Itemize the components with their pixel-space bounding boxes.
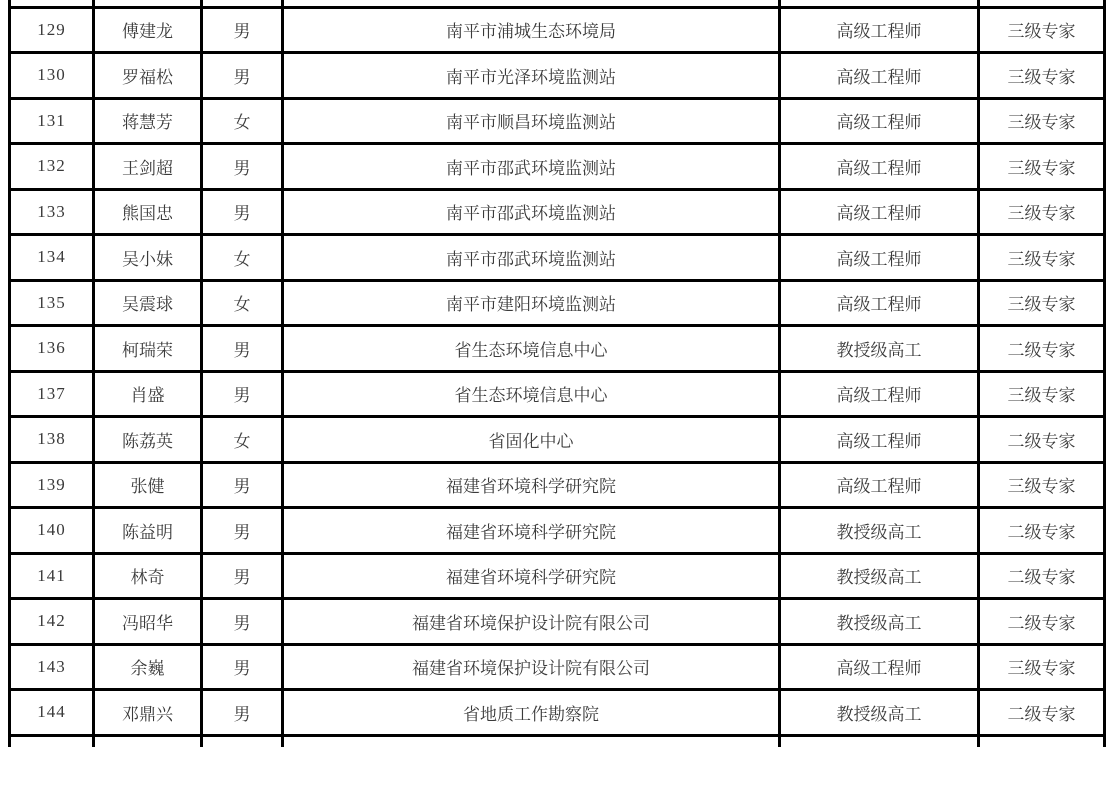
table-row bbox=[10, 553, 1105, 599]
cell-organization: 南平市邵武环境监测站 bbox=[283, 144, 780, 190]
cell-name: 张健 bbox=[94, 462, 202, 508]
cell-gender: 女 bbox=[202, 98, 283, 144]
table-row bbox=[10, 599, 1105, 645]
cell-name: 陈益明 bbox=[94, 508, 202, 554]
table-row bbox=[10, 144, 1105, 190]
table-row bbox=[10, 508, 1105, 554]
table-row bbox=[10, 644, 1105, 690]
cell-title: 教授级高工 bbox=[780, 326, 979, 372]
table-row bbox=[10, 53, 1105, 99]
cell-organization: 南平市建阳环境监测站 bbox=[283, 280, 780, 326]
cell-name: 柯瑞荣 bbox=[94, 326, 202, 372]
experts-table bbox=[8, 0, 1106, 747]
cell-expert-level: 三级专家 bbox=[979, 98, 1105, 144]
cell-title: 高级工程师 bbox=[780, 462, 979, 508]
cell-title: 高级工程师 bbox=[780, 7, 979, 53]
cell-organization: 南平市顺昌环境监测站 bbox=[283, 98, 780, 144]
cell-gender: 男 bbox=[202, 53, 283, 99]
cell-organization: 福建省环境保护设计院有限公司 bbox=[283, 599, 780, 645]
cell-title: 教授级高工 bbox=[780, 599, 979, 645]
cell-number bbox=[10, 735, 94, 747]
cell-name: 熊国忠 bbox=[94, 189, 202, 235]
table-row bbox=[10, 189, 1105, 235]
cell-name: 王剑超 bbox=[94, 144, 202, 190]
cell-title: 高级工程师 bbox=[780, 98, 979, 144]
cell-expert-level: 二级专家 bbox=[979, 417, 1105, 463]
cell-gender: 男 bbox=[202, 144, 283, 190]
cell-gender: 女 bbox=[202, 280, 283, 326]
cell-title bbox=[780, 0, 979, 7]
cell-name: 吴小妹 bbox=[94, 235, 202, 281]
cell-title: 高级工程师 bbox=[780, 417, 979, 463]
cell-number: 136 bbox=[10, 326, 94, 372]
cell-organization: 省生态环境信息中心 bbox=[283, 326, 780, 372]
cell-organization: 南平市邵武环境监测站 bbox=[283, 235, 780, 281]
cell-name: 傅建龙 bbox=[94, 7, 202, 53]
cell-expert-level: 三级专家 bbox=[979, 371, 1105, 417]
cell-number: 142 bbox=[10, 599, 94, 645]
cell-gender: 男 bbox=[202, 189, 283, 235]
cell-name: 林奇 bbox=[94, 553, 202, 599]
cell-organization: 南平市邵武环境监测站 bbox=[283, 189, 780, 235]
cell-number: 144 bbox=[10, 690, 94, 736]
cell-gender: 男 bbox=[202, 326, 283, 372]
cell-name bbox=[94, 735, 202, 747]
cell-name bbox=[94, 0, 202, 7]
cell-title: 高级工程师 bbox=[780, 644, 979, 690]
cell-number: 134 bbox=[10, 235, 94, 281]
cell-number: 141 bbox=[10, 553, 94, 599]
cell-expert-level: 三级专家 bbox=[979, 235, 1105, 281]
cell-gender: 男 bbox=[202, 462, 283, 508]
cell-gender: 男 bbox=[202, 644, 283, 690]
cell-title: 教授级高工 bbox=[780, 508, 979, 554]
cell-expert-level: 二级专家 bbox=[979, 508, 1105, 554]
cell-gender: 男 bbox=[202, 553, 283, 599]
cell-organization bbox=[283, 735, 780, 747]
cell-number: 143 bbox=[10, 644, 94, 690]
partial-row-bottom bbox=[10, 735, 1105, 747]
cell-name: 蒋慧芳 bbox=[94, 98, 202, 144]
cell-title: 教授级高工 bbox=[780, 690, 979, 736]
table-row bbox=[10, 98, 1105, 144]
cell-expert-level: 三级专家 bbox=[979, 462, 1105, 508]
cell-name: 邓鼎兴 bbox=[94, 690, 202, 736]
cell-title: 高级工程师 bbox=[780, 235, 979, 281]
cell-organization: 省地质工作勘察院 bbox=[283, 690, 780, 736]
table-row bbox=[10, 7, 1105, 53]
cell-title: 教授级高工 bbox=[780, 553, 979, 599]
cell-title: 高级工程师 bbox=[780, 189, 979, 235]
cell-name: 罗福松 bbox=[94, 53, 202, 99]
table-row bbox=[10, 235, 1105, 281]
cell-expert-level: 三级专家 bbox=[979, 144, 1105, 190]
cell-expert-level: 三级专家 bbox=[979, 644, 1105, 690]
cell-organization: 福建省环境保护设计院有限公司 bbox=[283, 644, 780, 690]
cell-name: 冯昭华 bbox=[94, 599, 202, 645]
cell-expert-level: 二级专家 bbox=[979, 553, 1105, 599]
cell-gender bbox=[202, 735, 283, 747]
cell-number: 139 bbox=[10, 462, 94, 508]
cell-expert-level: 三级专家 bbox=[979, 189, 1105, 235]
cell-number: 137 bbox=[10, 371, 94, 417]
cell-title: 高级工程师 bbox=[780, 280, 979, 326]
table-row bbox=[10, 462, 1105, 508]
cell-number: 131 bbox=[10, 98, 94, 144]
cell-number: 138 bbox=[10, 417, 94, 463]
table-row bbox=[10, 280, 1105, 326]
cell-gender: 男 bbox=[202, 599, 283, 645]
cell-expert-level bbox=[979, 0, 1105, 7]
cell-title: 高级工程师 bbox=[780, 371, 979, 417]
cell-number: 135 bbox=[10, 280, 94, 326]
cell-organization: 福建省环境科学研究院 bbox=[283, 508, 780, 554]
table-row bbox=[10, 371, 1105, 417]
cell-gender bbox=[202, 0, 283, 7]
cell-expert-level: 二级专家 bbox=[979, 599, 1105, 645]
cell-name: 陈荔英 bbox=[94, 417, 202, 463]
cell-organization bbox=[283, 0, 780, 7]
cell-organization: 福建省环境科学研究院 bbox=[283, 462, 780, 508]
cell-gender: 男 bbox=[202, 371, 283, 417]
cell-name: 肖盛 bbox=[94, 371, 202, 417]
cell-number: 129 bbox=[10, 7, 94, 53]
cell-number: 130 bbox=[10, 53, 94, 99]
cell-gender: 女 bbox=[202, 235, 283, 281]
table-row bbox=[10, 417, 1105, 463]
partial-row-top bbox=[10, 0, 1105, 7]
cell-name: 余巍 bbox=[94, 644, 202, 690]
cell-organization: 省生态环境信息中心 bbox=[283, 371, 780, 417]
cell-number bbox=[10, 0, 94, 7]
cell-number: 132 bbox=[10, 144, 94, 190]
cell-expert-level: 三级专家 bbox=[979, 7, 1105, 53]
cell-expert-level: 三级专家 bbox=[979, 280, 1105, 326]
cell-gender: 男 bbox=[202, 690, 283, 736]
cell-organization: 南平市浦城生态环境局 bbox=[283, 7, 780, 53]
cell-organization: 福建省环境科学研究院 bbox=[283, 553, 780, 599]
cell-organization: 南平市光泽环境监测站 bbox=[283, 53, 780, 99]
cell-title: 高级工程师 bbox=[780, 53, 979, 99]
cell-number: 133 bbox=[10, 189, 94, 235]
cell-gender: 女 bbox=[202, 417, 283, 463]
cell-gender: 男 bbox=[202, 508, 283, 554]
cell-expert-level bbox=[979, 735, 1105, 747]
cell-expert-level: 三级专家 bbox=[979, 53, 1105, 99]
cell-expert-level: 二级专家 bbox=[979, 326, 1105, 372]
cell-number: 140 bbox=[10, 508, 94, 554]
table-row bbox=[10, 690, 1105, 736]
cell-gender: 男 bbox=[202, 7, 283, 53]
cell-title: 高级工程师 bbox=[780, 144, 979, 190]
cell-expert-level: 二级专家 bbox=[979, 690, 1105, 736]
cell-organization: 省固化中心 bbox=[283, 417, 780, 463]
cell-name: 吴震球 bbox=[94, 280, 202, 326]
cell-title bbox=[780, 735, 979, 747]
table-row bbox=[10, 326, 1105, 372]
